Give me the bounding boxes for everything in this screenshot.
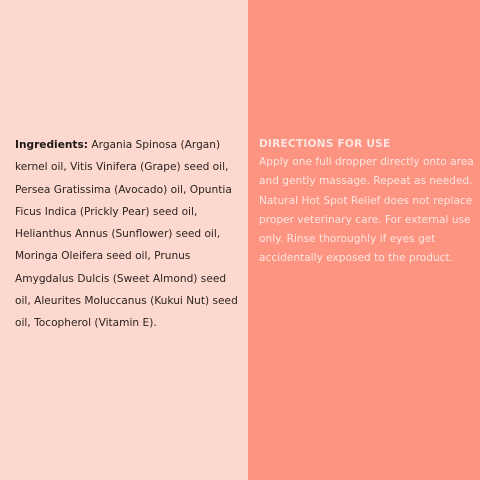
ingredients-label: Ingredients: [15,139,89,151]
directions-line: Apply one full dropper directly onto area [259,156,474,168]
directions-line: accidentally exposed to the product. [259,252,454,265]
ingredients-text: Argania Spinosa (Argan) kernel oil, Vitis Vinifera (Grape) seed oil, Persea Gratissima (Avocado) oil, Opuntia Ficus Indica (Prickly Pear) seed oil, Helianthus Annus (Sunflower) seed oil, Moringa Oleifera seed oil, Prunus Amygdalus Dulcis (Sweet Almond) seed oil, Aleurites Moluccanus (Kukui Nut) seed oil, Tocopherol (Vitamin E). [15,139,238,330]
directions-line: and gently massage. Repeat as needed. [259,175,473,188]
directions-line: only. Rinse thoroughly if eyes get [259,233,436,246]
directions-line: Natural Hot Spot Relief does not replace [259,194,473,207]
ingredients-paragraph [15,134,243,335]
directions-title: DIRECTIONS FOR USE [259,138,391,150]
directions-line: proper veterinary care. For external use [259,213,471,226]
directions-block [259,134,480,269]
